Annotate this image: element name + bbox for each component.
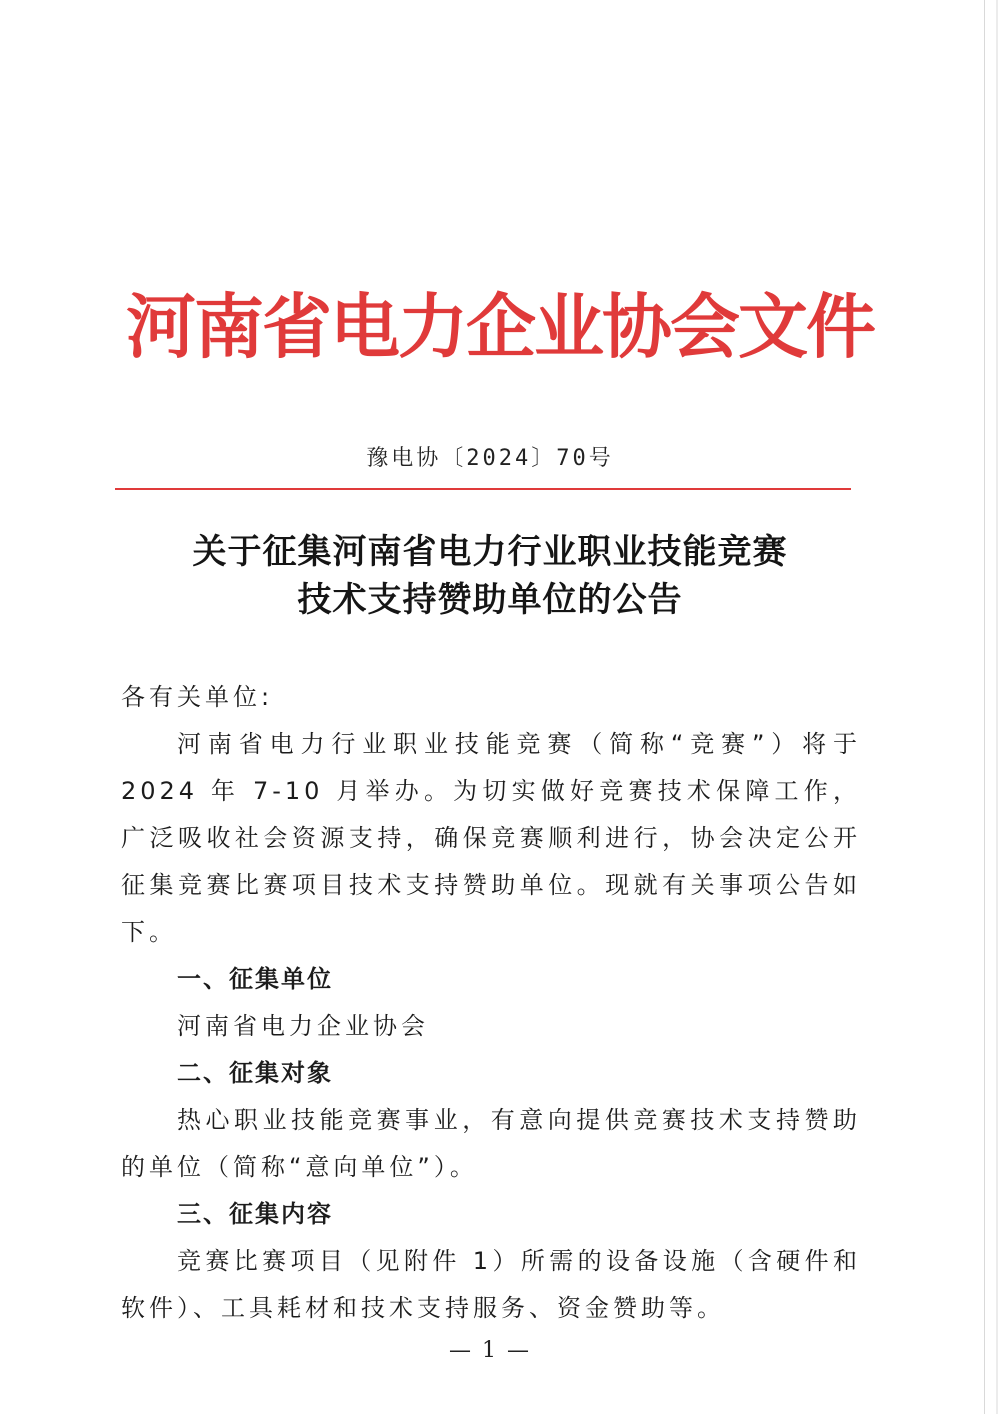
intro-paragraph: 河南省电力行业职业技能竞赛（简称“竞赛”）将于 2024 年 7-10 月举办。为切实做好竞赛技术保障工作，广泛吸收社会资源支持，确保竞赛顺利进行，协会决定公开征集竞赛比赛项目技术支持赞助单位。现就有关事项公告如下。: [121, 730, 861, 946]
red-divider-line: [115, 488, 851, 490]
page-number: — 1 —: [449, 1338, 531, 1363]
scan-edge-shadow: [996, 0, 998, 1414]
section-text-1: 河南省电力企业协会: [177, 1012, 429, 1040]
scan-edge-line: [984, 0, 985, 1414]
section-text-3: 竞赛比赛项目（见附件 1）所需的设备设施（含硬件和软件）、工具耗材和技术支持服务、资金赞助等。: [121, 1247, 861, 1322]
section-text-2: 热心职业技能竞赛事业，有意向提供竞赛技术支持赞助的单位（简称“意向单位”）。: [121, 1106, 861, 1181]
salutation: 各有关单位:: [121, 683, 274, 711]
notice-title-line-1: 关于征集河南省电力行业职业技能竞赛: [192, 532, 788, 572]
section-heading-3: 三、征集内容: [177, 1200, 333, 1228]
notice-title-line-2: 技术支持赞助单位的公告: [297, 580, 683, 620]
document-number: 豫电协〔2024〕70号: [366, 446, 614, 471]
notice-body: [121, 674, 861, 1332]
section-heading-2: 二、征集对象: [177, 1059, 333, 1087]
document-masthead: 河南省电力企业协会文件: [126, 285, 874, 368]
section-heading-1: 一、征集单位: [177, 965, 333, 993]
